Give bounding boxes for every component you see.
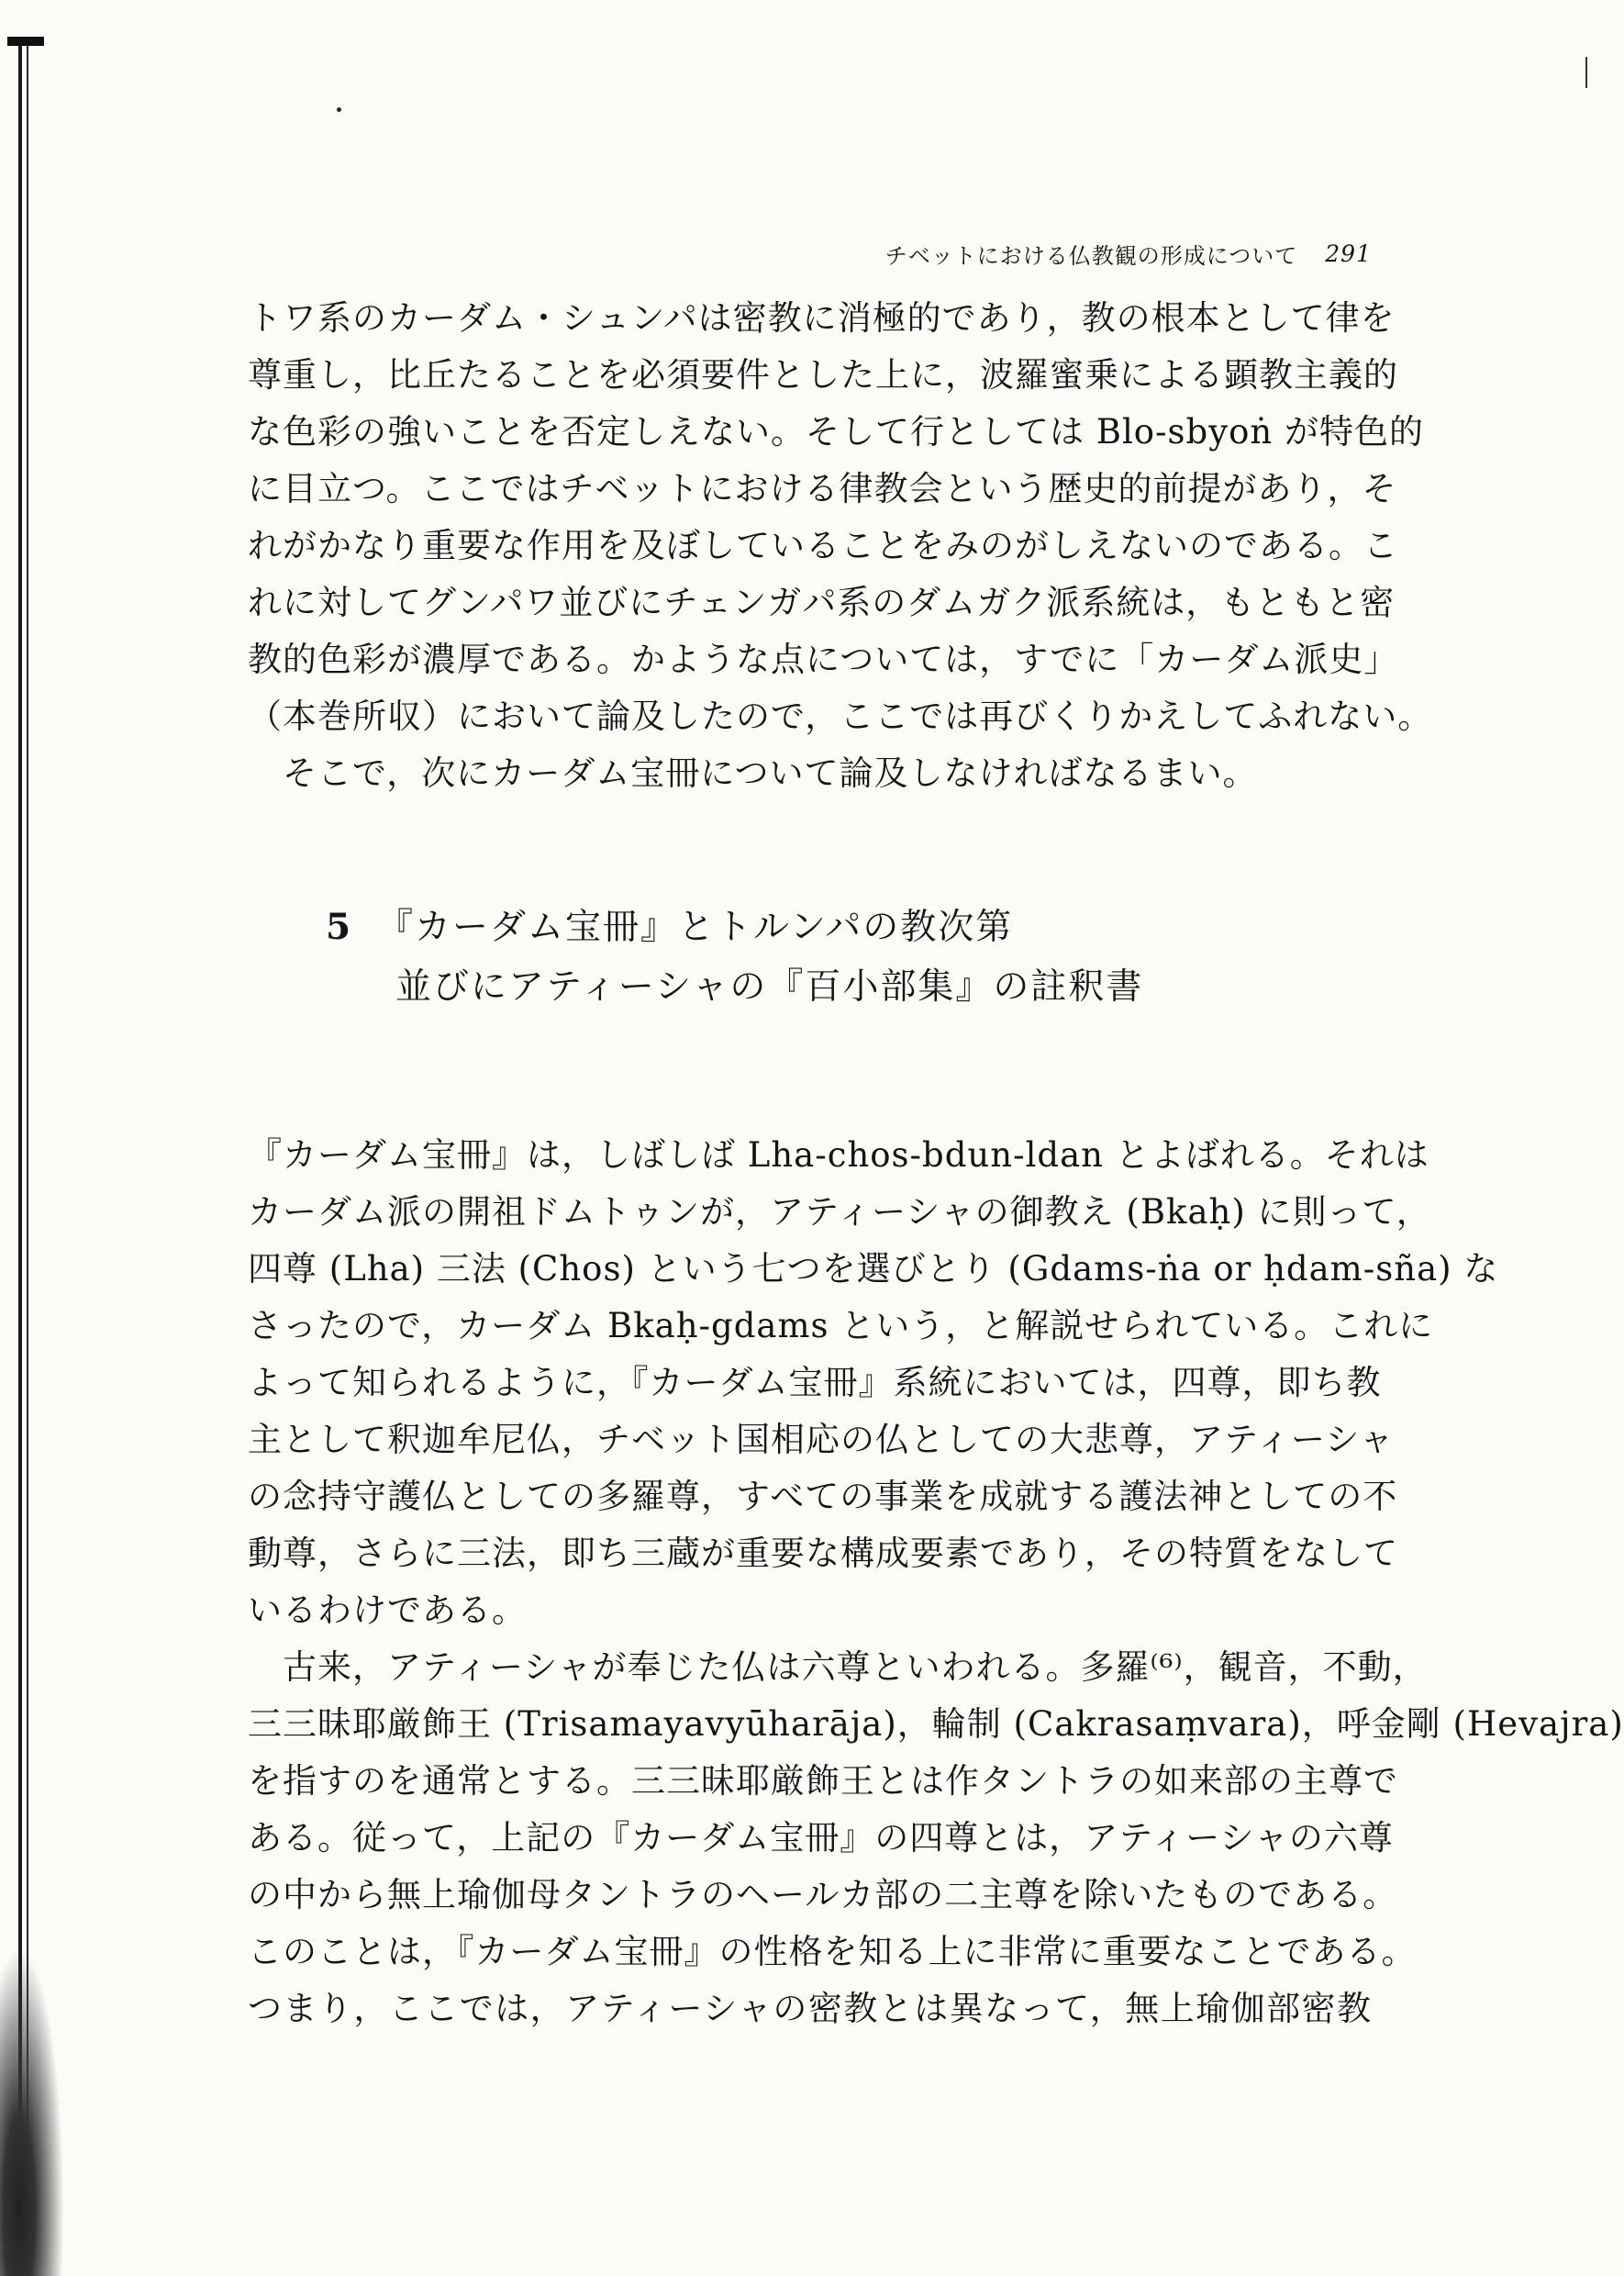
scan-shadow	[0, 1946, 64, 2276]
text-line: 古来，アティーシャが奉じた仏は六尊といわれる。多羅⁽⁶⁾，観音，不動，	[283, 1647, 1428, 1687]
running-head-title: チベットにおける仏教観の形成について	[884, 242, 1298, 269]
body-text-lower	[248, 1127, 1624, 2037]
text-line: 動尊，さらに三法，即ち三蔵が重要な構成要素であり，その特質をなして	[248, 1534, 1398, 1573]
text-line: の中から無上瑜伽母タントラのヘールカ部の二主尊を除いたものである。	[248, 1875, 1398, 1914]
section-title-line1: 『カーダム宝冊』とトルンパの教次第	[377, 907, 1014, 948]
text-line: の念持守護仏としての多羅尊，すべての事業を成就する護法神としての不	[248, 1477, 1398, 1516]
text-line: 尊重し，比丘たることを必須要件とした上に，波羅蜜乗による顕教主義的	[248, 355, 1398, 395]
text-line: トワ系のカーダム・シュンパは密教に消極的であり，教の根本として律を	[248, 298, 1396, 338]
body-text-upper	[248, 290, 1433, 802]
text-line: 三三昧耶厳飾王 (Trisamayavyūharāja)，輪制 (Cakrasaṃvara)，呼金剛 (Hevajra)	[248, 1704, 1624, 1744]
text-line: つまり，ここでは，アティーシャの密教とは異なって，無上瑜伽部密教	[248, 1989, 1372, 2028]
text-line: よって知られるように，『カーダム宝冊』系統においては，四尊，即ち教	[248, 1363, 1382, 1402]
text-line: れがかなり重要な作用を及ぼしていることをみのがしえないのである。こ	[248, 526, 1398, 565]
text-line: 教的色彩が濃厚である。かような点については，すでに「カーダム派史」	[248, 640, 1399, 679]
section-heading	[326, 897, 1143, 1018]
page-number: 291	[1325, 240, 1372, 267]
running-head	[784, 235, 1372, 272]
text-line: れに対してグンパワ並びにチェンガパ系のダムガク派系統は，もともと密	[248, 583, 1396, 622]
text-line: このことは，『カーダム宝冊』の性格を知る上に非常に重要なことである。	[248, 1932, 1417, 1971]
scan-border-left	[18, 37, 31, 2276]
text-line: に目立つ。ここではチベットにおける律教会という歴史的前提があり，そ	[248, 469, 1397, 508]
text-line: 『カーダム宝冊』は，しばしば Lha-chos-bdun-ldan とよばれる。それは	[248, 1135, 1429, 1175]
scan-speck	[337, 107, 341, 112]
text-line: （本巻所収）において論及したので，ここでは再びくりかえしてふれない。	[248, 697, 1433, 736]
text-line: な色彩の強いことを否定しえない。そして行としては Blo-sbyoṅ が特色的	[248, 412, 1425, 452]
scan-border-right	[1585, 57, 1587, 88]
section-title-line2: 並びにアティーシャの『百小部集』の註釈書	[395, 966, 1144, 1008]
text-line: ある。従って，上記の『カーダム宝冊』の四尊とは，アティーシャの六尊	[248, 1818, 1394, 1858]
text-line: カーダム派の開祖ドムトゥンが，アティーシャの御教え (Bkaḥ) に則って，	[248, 1192, 1431, 1232]
text-line: 四尊 (Lha) 三法 (Chos) という七つを選びとり (Gdams-ṅa or ḥdam-sña) な	[248, 1249, 1499, 1289]
section-number: 5	[326, 906, 353, 948]
text-line: そこで，次にカーダム宝冊について論及しなければなるまい。	[283, 753, 1258, 793]
text-line: いるわけである。	[248, 1590, 527, 1630]
text-line: 主として釈迦牟尼仏，チベット国相応の仏としての大悲尊，アティーシャ	[248, 1420, 1395, 1459]
text-line: さったので，カーダム Bkaḥ-gdams という，と解説せられている。これに	[248, 1306, 1434, 1345]
text-line: を指すのを通常とする。三三昧耶厳飾王とは作タントラの如来部の主尊で	[248, 1761, 1398, 1801]
